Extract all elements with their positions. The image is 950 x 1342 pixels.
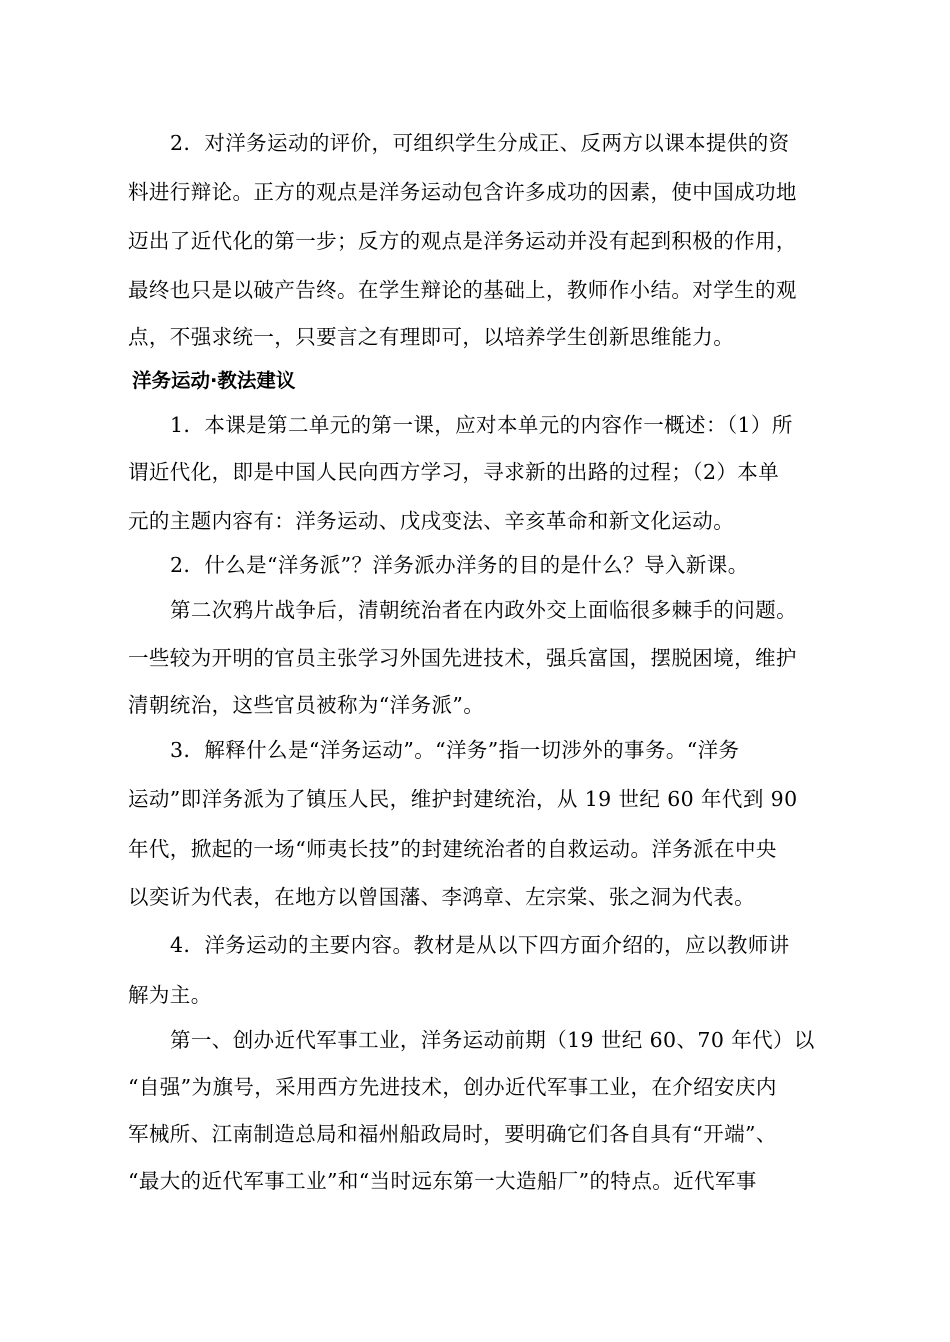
paragraph-line: 以奕䜣为代表，在地方以曾国藩、李鸿章、左宗棠、张之洞为代表。 bbox=[128, 885, 755, 909]
paragraph-line: 军械所、江南制造总局和福州船政局时，要明确它们各自具有“开端”、 bbox=[128, 1122, 777, 1146]
paragraph-line: 清朝统治，这些官员被称为“洋务派”。 bbox=[128, 693, 485, 717]
paragraph-line: 元的主题内容有：洋务运动、戊戌变法、辛亥革命和新文化运动。 bbox=[128, 509, 735, 533]
paragraph-line: “自强”为旗号，采用西方先进技术，创办近代军事工业，在介绍安庆内 bbox=[128, 1075, 777, 1099]
paragraph-line: 解为主。 bbox=[128, 983, 212, 1007]
paragraph-line: 点，不强求统一，只要言之有理即可，以培养学生创新思维能力。 bbox=[128, 325, 735, 349]
paragraph-line: 第二次鸦片战争后，清朝统治者在内政外交上面临很多棘手的问题。 bbox=[170, 598, 797, 622]
paragraph-line: 最终也只是以破产告终。在学生辩论的基础上，教师作小结。对学生的观 bbox=[128, 278, 797, 302]
paragraph-line: 4．洋务运动的主要内容。教材是从以下四方面介绍的，应以教师讲 bbox=[170, 933, 790, 957]
paragraph-line: “最大的近代军事工业”和“当时远东第一大造船厂”的特点。近代军事 bbox=[128, 1169, 757, 1193]
paragraph-line: 3．解释什么是“洋务运动”。“洋务”指一切涉外的事务。“洋务 bbox=[170, 738, 740, 762]
paragraph-line: 2．对洋务运动的评价，可组织学生分成正、反两方以课本提供的资 bbox=[170, 131, 790, 155]
paragraph-line: 2．什么是“洋务派”？洋务派办洋务的目的是什么？导入新课。 bbox=[170, 553, 749, 577]
section-heading: 洋务运动·教法建议 bbox=[132, 369, 296, 392]
paragraph-line: 谓近代化，即是中国人民向西方学习，寻求新的出路的过程；（2）本单 bbox=[128, 460, 780, 484]
paragraph-line: 1．本课是第二单元的第一课，应对本单元的内容作一概述：（1）所 bbox=[170, 413, 793, 437]
paragraph-line: 迈出了近代化的第一步；反方的观点是洋务运动并没有起到积极的作用， bbox=[128, 229, 797, 253]
paragraph-line: 一些较为开明的官员主张学习外国先进技术，强兵富国，摆脱困境，维护 bbox=[128, 646, 797, 670]
paragraph-line: 运动”即洋务派为了镇压人民，维护封建统治，从 19 世纪 60 年代到 90 bbox=[128, 787, 798, 811]
paragraph-line: 年代，掀起的一场“师夷长技”的封建统治者的自救运动。洋务派在中央 bbox=[128, 837, 777, 861]
paragraph-line: 第一、创办近代军事工业，洋务运动前期（19 世纪 60、70 年代）以 bbox=[170, 1028, 815, 1052]
paragraph-line: 料进行辩论。正方的观点是洋务运动包含许多成功的因素，使中国成功地 bbox=[128, 180, 797, 204]
